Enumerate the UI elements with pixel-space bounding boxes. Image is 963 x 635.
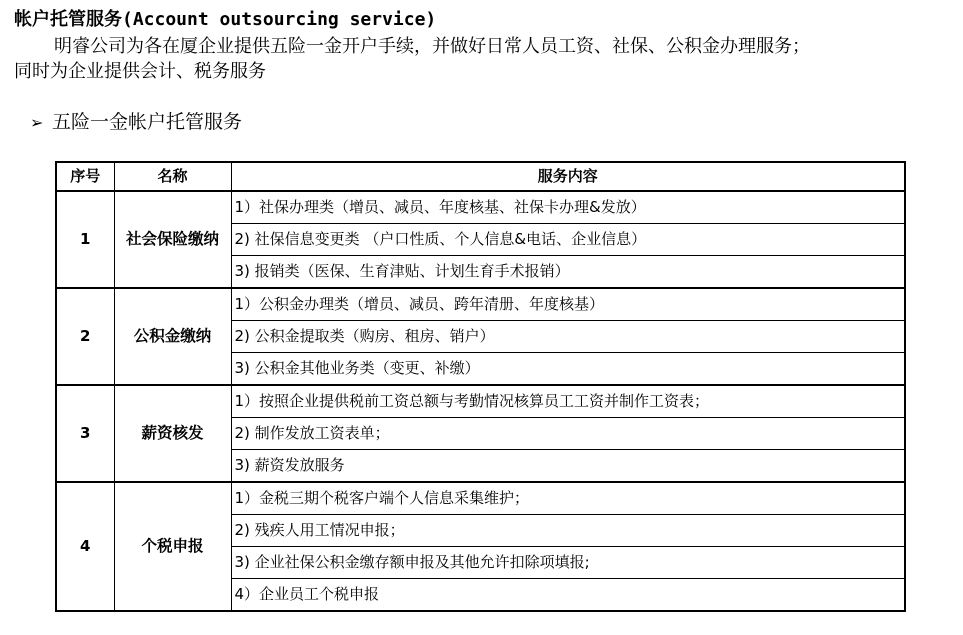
- intro-paragraph: [14, 34, 954, 84]
- service-item: 4）企业员工个税申报: [231, 579, 905, 612]
- service-item: 1）金税三期个税客户端个人信息采集维护；: [231, 482, 905, 515]
- table-row: [56, 482, 905, 515]
- document-title: 帐户托管服务(Account outsourcing service): [14, 9, 437, 30]
- service-item: 3) 报销类（医保、生育津贴、计划生育手术报销）: [231, 256, 905, 289]
- service-item: 3) 公积金其他业务类（变更、补缴）: [231, 353, 905, 386]
- row-name: 社会保险缴纳: [114, 191, 231, 288]
- row-name: 薪资核发: [114, 385, 231, 482]
- table-row: [56, 385, 905, 418]
- section-heading: [30, 109, 242, 136]
- section-heading-text: 五险一金帐户托管服务: [52, 111, 243, 133]
- table-header-row: [56, 162, 905, 191]
- header-content: 服务内容: [231, 162, 905, 191]
- row-seq: 1: [56, 191, 114, 288]
- service-item: 2) 残疾人用工情况申报；: [231, 515, 905, 547]
- row-seq: 2: [56, 288, 114, 385]
- row-name: 公积金缴纳: [114, 288, 231, 385]
- header-name: 名称: [114, 162, 231, 191]
- service-item: 1）公积金办理类（增员、减员、跨年清册、年度核基）: [231, 288, 905, 321]
- service-item: 3) 薪资发放服务: [231, 450, 905, 483]
- arrow-bullet-icon: ➢: [30, 113, 44, 132]
- row-seq: 3: [56, 385, 114, 482]
- intro-line-2: 同时为企业提供会计、税务服务: [14, 61, 266, 82]
- row-name: 个税申报: [114, 482, 231, 611]
- service-item: 3) 企业社保公积金缴存额申报及其他允许扣除项填报;: [231, 547, 905, 579]
- row-seq: 4: [56, 482, 114, 611]
- header-seq: 序号: [56, 162, 114, 191]
- service-item: 2) 制作发放工资表单；: [231, 418, 905, 450]
- service-item: 1）社保办理类（增员、减员、年度核基、社保卡办理&发放）: [231, 191, 905, 224]
- service-item: 1）按照企业提供税前工资总额与考勤情况核算员工工资并制作工资表；: [231, 385, 905, 418]
- service-item: 2) 社保信息变更类 （户口性质、个人信息&电话、企业信息）: [231, 224, 905, 256]
- services-table: [55, 161, 906, 612]
- service-item: 2) 公积金提取类（购房、租房、销户）: [231, 321, 905, 353]
- table-row: [56, 191, 905, 224]
- table-row: [56, 288, 905, 321]
- intro-line-1: 明睿公司为各在厦企业提供五险一金开户手续，并做好日常人员工资、社保、公积金办理服务；: [54, 36, 810, 57]
